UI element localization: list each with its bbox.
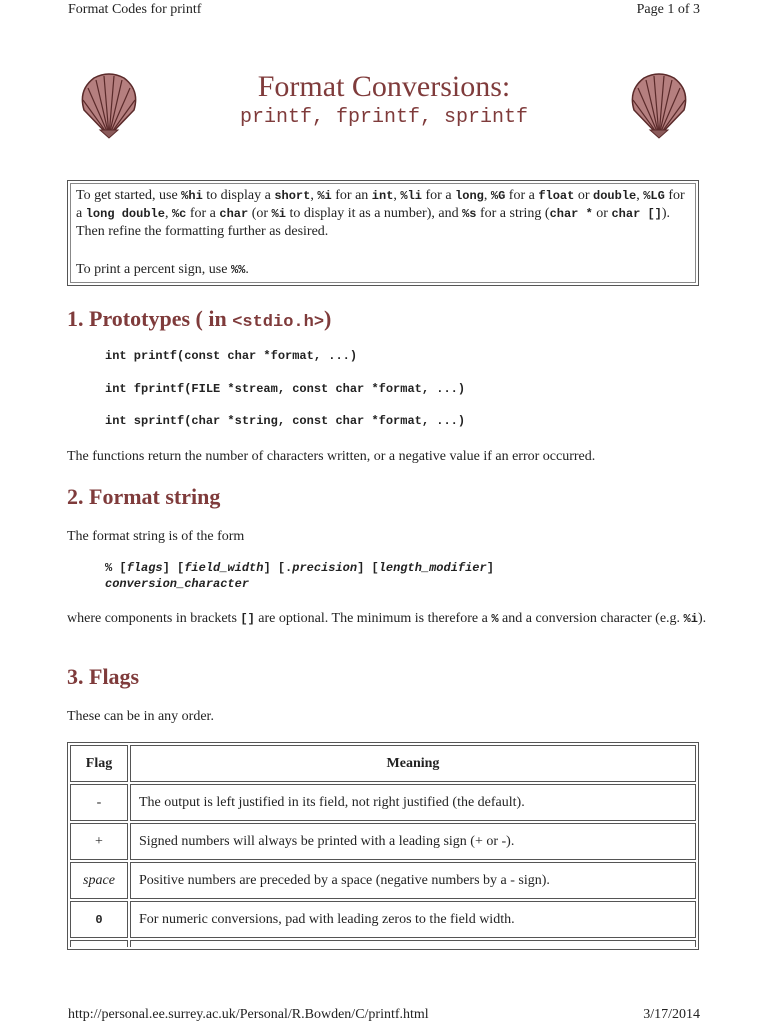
page-number: Page 1 of 3 [636,2,700,17]
table-row [70,823,696,860]
table-header-row [70,745,696,782]
meaning-cell: For numeric conversions, pad with leading zeros to the field width. [130,901,696,938]
percent-sign-note: To print a percent sign, use %%. [76,262,249,277]
section-heading-format-string: 2. Format string [67,484,221,509]
flag-cell: 0 [70,901,128,938]
prototype-fprintf: int fprintf(FILE *stream, const char *format, ...) [105,382,466,396]
flags-table [67,742,699,950]
prototype-sprintf: int sprintf(char *string, const char *format, ...) [105,414,466,428]
table-row [70,784,696,821]
print-date: 3/17/2014 [643,1007,700,1022]
intro-box [67,180,699,286]
format-string-syntax: % [flags] [field_width] [.precision] [length_modifier] conversion_character [105,561,494,591]
flag-cell: - [70,784,128,821]
column-header-meaning: Meaning [130,745,696,782]
page-subtitle: printf, fprintf, sprintf [239,106,529,129]
section-heading-flags: 3. Flags [67,664,140,689]
format-string-note: where components in brackets [] are optional. The minimum is therefore a % and a conversion character (e.g. %i). [67,611,707,626]
page-title-block [0,70,768,130]
meaning-cell: Signed numbers will always be printed with a leading sign (+ or -). [130,823,696,860]
page-header-title: Format Codes for printf [68,2,202,17]
table-row [70,901,696,938]
flag-cell: + [70,823,128,860]
meaning-cell: Positive numbers are preceded by a space (negative numbers by a - sign). [130,862,696,899]
intro-paragraph: To get started, use %hi to display a short, %i for an int, %li for a long, %G for a float or double, %LG for a long double, %c for a char (or %i to display it as a number), and %s for a string (char * or char []). Then refine the formatting further as desired. [76,188,685,239]
table-row [70,862,696,899]
page-url: http://personal.ee.surrey.ac.uk/Personal/R.Bowden/C/printf.html [68,1007,429,1022]
return-value-note: The functions return the number of characters written, or a negative value if an error occurred. [67,449,596,464]
format-string-intro: The format string is of the form [67,529,245,544]
section-heading-prototypes: 1. Prototypes ( in <stdio.h>) [67,306,332,332]
page-title: Format Conversions: [257,70,511,103]
meaning-cell: The output is left justified in its field, not right justified (the default). [130,784,696,821]
column-header-flag: Flag [70,745,128,782]
flags-intro: These can be in any order. [67,709,214,724]
table-row-cut-off [70,940,696,947]
flag-cell: space [70,862,128,899]
prototype-printf: int printf(const char *format, ...) [105,349,358,363]
